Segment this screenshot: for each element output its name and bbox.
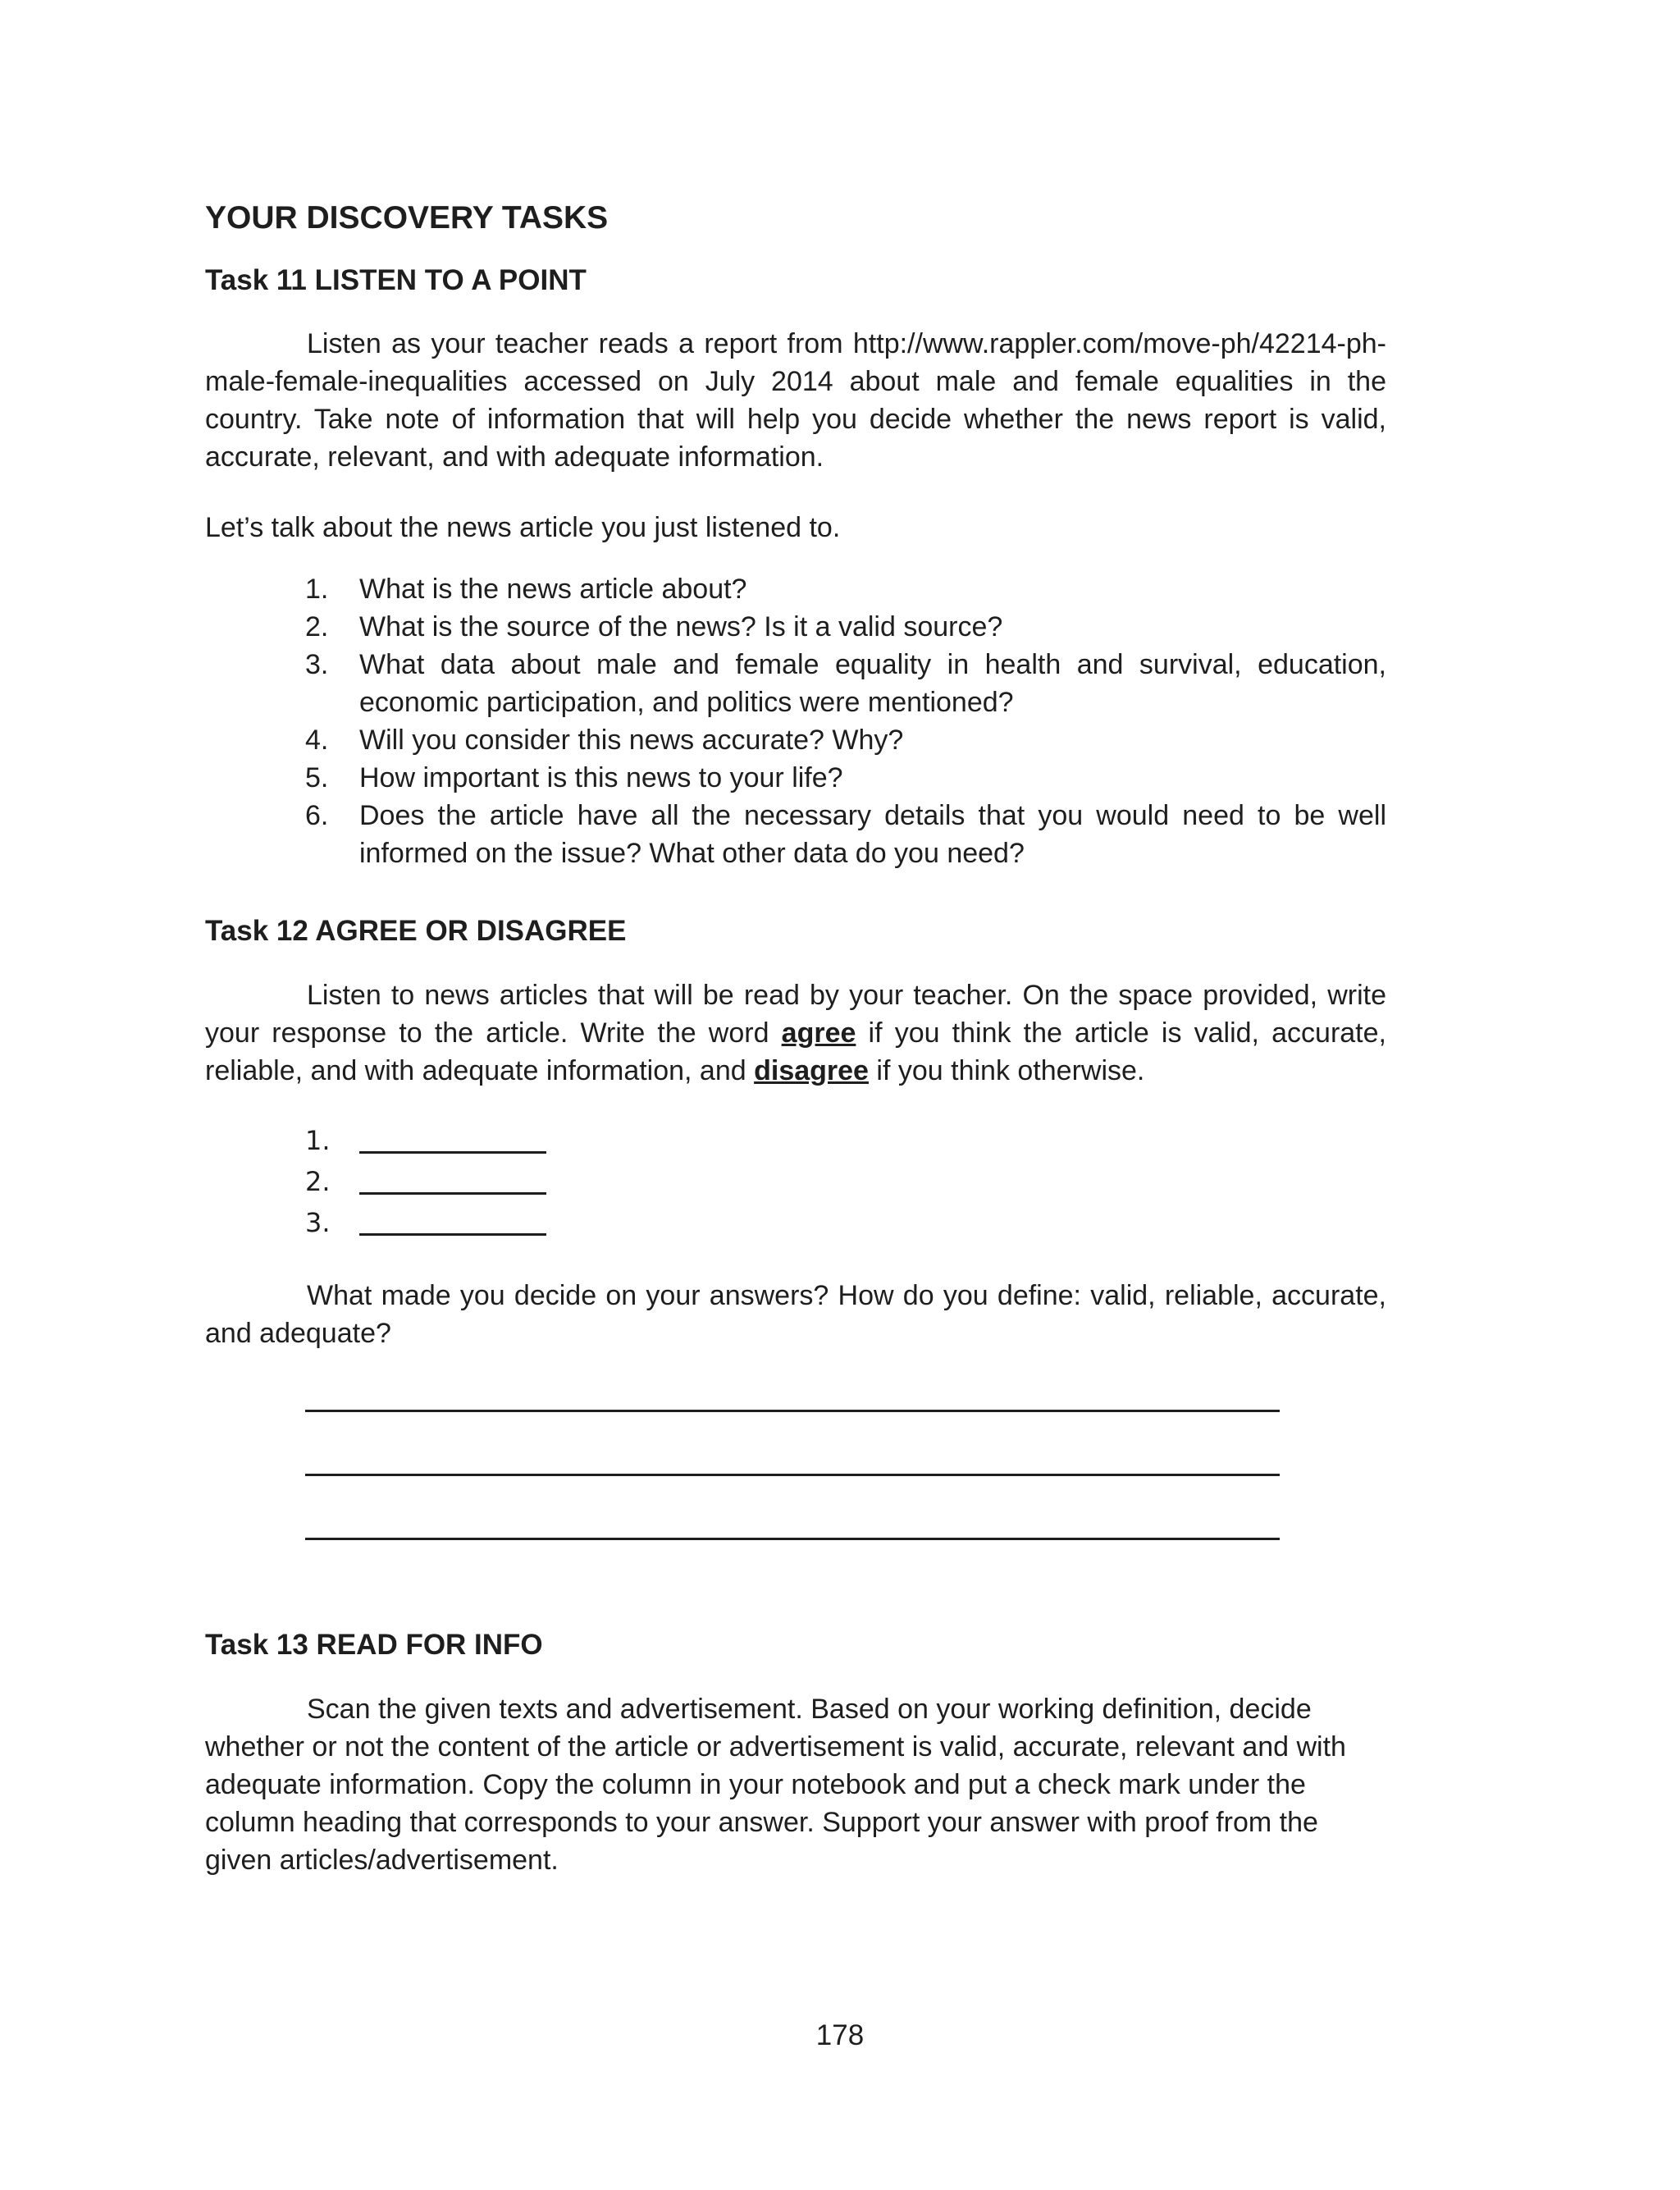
list-item [305, 608, 1386, 646]
keyword-agree: agree [781, 1017, 856, 1049]
list-number: 4. [305, 725, 329, 756]
list-item [305, 797, 1386, 872]
writing-line[interactable] [305, 1538, 1280, 1540]
list-number: 6. [305, 800, 329, 831]
list-item [305, 570, 1386, 608]
task12-text-part3: if you think otherwise. [868, 1055, 1145, 1086]
writing-line[interactable] [305, 1474, 1280, 1476]
task11-paragraph [205, 325, 1386, 476]
writing-line[interactable] [305, 1410, 1280, 1412]
answer-item [305, 1120, 546, 1161]
task12-question-text: What made you decide on your answers? How do you define: valid, reliable, accurate, and adequate? [205, 1280, 1386, 1349]
question-text: What data about male and female equality in health and survival, education, economic participation, and politics were mentioned? [359, 649, 1386, 718]
task13-heading: Task 13 READ FOR INFO [205, 1629, 543, 1661]
answer-blank[interactable] [359, 1202, 546, 1236]
task11-question-list [305, 570, 1386, 872]
answer-blank[interactable] [359, 1120, 546, 1154]
list-number: 2. [305, 1166, 331, 1197]
list-number: 5. [305, 762, 329, 793]
list-number: 3. [305, 1207, 331, 1238]
list-number: 3. [305, 649, 329, 680]
question-text: Will you consider this news accurate? Why? [359, 725, 904, 756]
answer-item [305, 1202, 546, 1243]
list-number: 2. [305, 611, 329, 642]
task12-text-part2: if you think the article is valid, accurate, reliable, and with adequate information, and [205, 1017, 1386, 1086]
answer-blank[interactable] [359, 1161, 546, 1195]
task12-text-part1: Listen to news articles that will be read by your teacher. On the space provided, write your response to the article. Write the word [205, 980, 1386, 1049]
task12-paragraph [205, 976, 1386, 1090]
question-text: How important is this news to your life? [359, 762, 843, 793]
page-title: YOUR DISCOVERY TASKS [205, 200, 609, 235]
answer-item [305, 1161, 546, 1202]
task12-heading: Task 12 AGREE OR DISAGREE [205, 915, 627, 947]
page-number: 178 [815, 2019, 865, 2051]
task11-paragraph-text: Listen as your teacher reads a report from http://www.rappler.com/move-ph/42214-ph-male-female-inequalities accessed on July 2014 about male and female equalities in the country. Take note of information that will help you decide whether the news report is valid, accurate, relevant, and with adequate information. [205, 328, 1386, 473]
task13-paragraph [205, 1690, 1354, 1879]
answer-blank-list [305, 1120, 546, 1243]
task11-heading: Task 11 LISTEN TO A POINT [205, 264, 587, 296]
question-text: Does the article have all the necessary details that you would need to be well informed on the issue? What other data do you need? [359, 800, 1386, 869]
keyword-disagree: disagree [754, 1055, 869, 1086]
task11-intro: Let’s talk about the news article you just listened to. [205, 512, 841, 543]
list-item [305, 759, 1386, 797]
question-text: What is the news article about? [359, 574, 747, 605]
list-item [305, 646, 1386, 721]
task12-question [205, 1277, 1386, 1352]
list-number: 1. [305, 1125, 331, 1156]
task13-paragraph-text: Scan the given texts and advertisement. Based on your working definition, decide whether or not the content of the article or advertisement is valid, accurate, relevant and with adequate information. Copy the column in your notebook and put a check mark under the column heading that corresponds to your answer. Support your answer with proof from the given articles/advertisement. [205, 1694, 1346, 1876]
list-number: 1. [305, 574, 329, 605]
question-text: What is the source of the news? Is it a valid source? [359, 611, 1003, 642]
list-item [305, 721, 1386, 759]
